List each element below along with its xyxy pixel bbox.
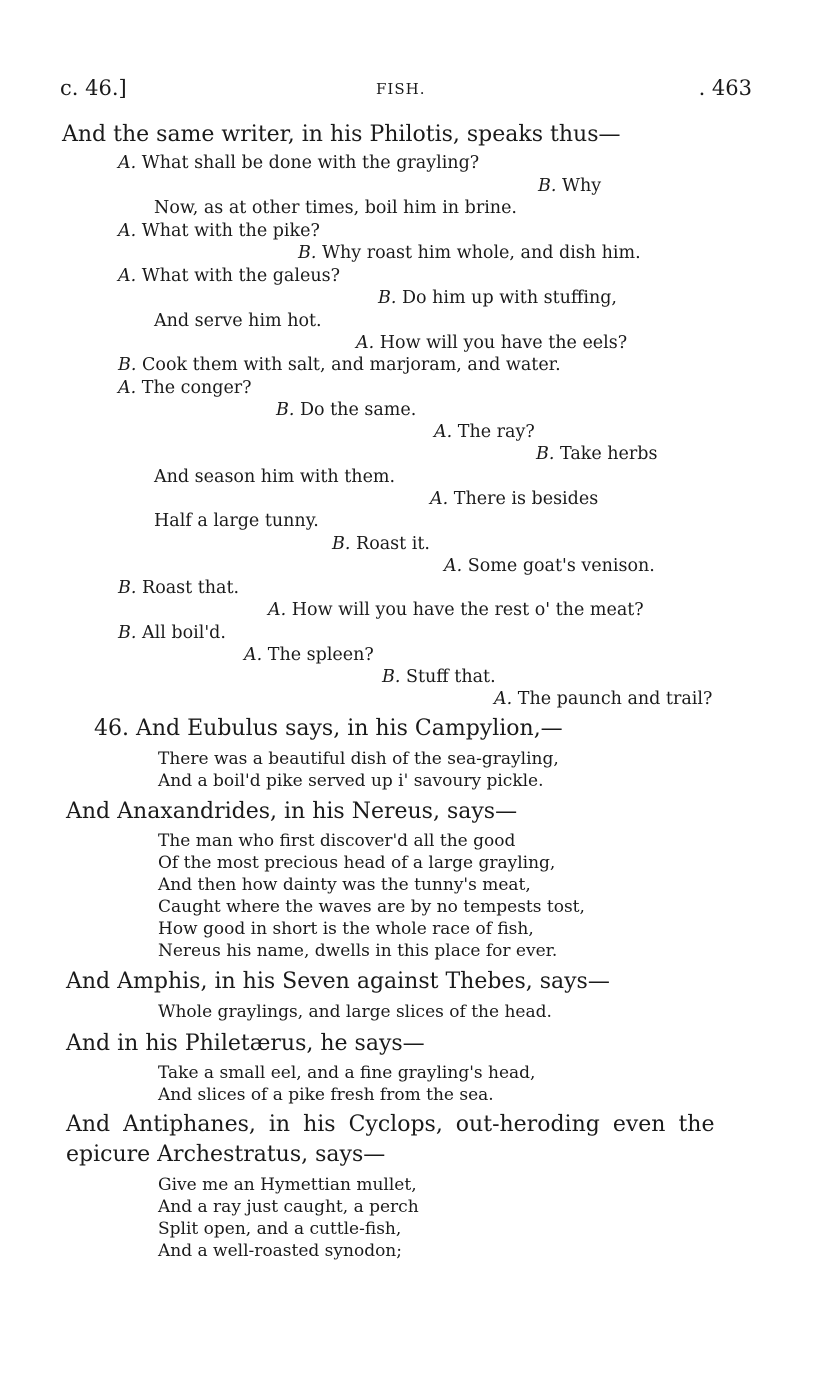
verse-line: B. Do him up with stuffing,	[378, 288, 617, 308]
speaker-label: B.	[298, 243, 317, 263]
speaker-label: A.	[118, 378, 137, 398]
speaker-label: B.	[536, 444, 555, 464]
page-number: . 463	[698, 76, 752, 100]
verse-line: A. How will you have the eels?	[356, 333, 628, 353]
speaker-label: A.	[118, 221, 137, 241]
verse-line: And season him with them.	[154, 467, 396, 487]
verse-line: A. The conger?	[118, 378, 252, 398]
quote-line: Give me an Hymettian mullet,	[158, 1175, 417, 1195]
speaker-label: B.	[538, 176, 557, 196]
verse-line: B. Stuff that.	[382, 667, 496, 687]
quote-line: Caught where the waves are by no tempests tost,	[158, 897, 585, 917]
verse-line: And serve him hot.	[154, 311, 322, 331]
verse-line: Now, as at other times, boil him in brine.	[154, 198, 517, 218]
speaker-label: A.	[494, 689, 513, 709]
text-line: And Amphis, in his Seven against Thebes, says—	[66, 969, 610, 994]
quote-line: And then how dainty was the tunny's meat,	[158, 875, 531, 895]
speaker-label: A.	[430, 489, 449, 509]
verse-line: A. What shall be done with the grayling?	[118, 153, 480, 173]
verse-line: A. How will you have the rest o' the meat?	[268, 600, 644, 620]
quote-line: There was a beautiful dish of the sea-grayling,	[158, 749, 559, 769]
speaker-label: B.	[332, 534, 351, 554]
verse-line: A. The paunch and trail?	[494, 689, 713, 709]
quote-line: And a boil'd pike served up i' savoury pickle.	[158, 771, 544, 791]
verse-line: B. Do the same.	[276, 400, 417, 420]
text-line: And Antiphanes, in his Cyclops, out-heroding even the	[66, 1112, 715, 1137]
speaker-label: A.	[244, 645, 263, 665]
verse-line: A. The spleen?	[244, 645, 374, 665]
verse-line: Half a large tunny.	[154, 511, 319, 531]
quote-line: Whole graylings, and large slices of the head.	[158, 1002, 552, 1022]
speaker-label: A.	[356, 333, 375, 353]
speaker-label: B.	[118, 355, 137, 375]
verse-line: A. What with the galeus?	[118, 266, 340, 286]
chapter-marker: c. 46.]	[60, 76, 127, 100]
running-header	[60, 76, 752, 104]
speaker-label: A.	[268, 600, 287, 620]
running-title: FISH.	[376, 80, 426, 98]
speaker-label: B.	[378, 288, 397, 308]
section-heading: 46. And Eubulus says, in his Campylion,—	[94, 716, 563, 741]
speaker-label: A.	[118, 266, 137, 286]
speaker-label: B.	[118, 578, 137, 598]
speaker-label: B.	[118, 623, 137, 643]
verse-line: B. Why	[538, 176, 602, 196]
verse-line: B. Cook them with salt, and marjoram, and water.	[118, 355, 561, 375]
quote-line: Of the most precious head of a large grayling,	[158, 853, 556, 873]
verse-line: A. Some goat's venison.	[444, 556, 655, 576]
text-line: And the same writer, in his Philotis, speaks thus—	[62, 122, 621, 147]
quote-line: And a well-roasted synodon;	[158, 1241, 402, 1261]
speaker-label: A.	[118, 153, 137, 173]
quote-line: And a ray just caught, a perch	[158, 1197, 419, 1217]
speaker-label: B.	[382, 667, 401, 687]
quote-line: Nereus his name, dwells in this place for ever.	[158, 941, 558, 961]
speaker-label: B.	[276, 400, 295, 420]
verse-line: A. There is besides	[430, 489, 599, 509]
text-line: And in his Philetærus, he says—	[66, 1031, 425, 1056]
verse-line: A. What with the pike?	[118, 221, 320, 241]
verse-line: A. The ray?	[434, 422, 535, 442]
text-line: epicure Archestratus, says—	[66, 1142, 386, 1167]
verse-line: B. Why roast him whole, and dish him.	[298, 243, 641, 263]
quote-line: Split open, and a cuttle-fish,	[158, 1219, 402, 1239]
text-line: And Anaxandrides, in his Nereus, says—	[66, 799, 518, 824]
verse-line: B. Roast that.	[118, 578, 240, 598]
speaker-label: A.	[444, 556, 463, 576]
quote-line: How good in short is the whole race of fish,	[158, 919, 534, 939]
quote-line: Take a small eel, and a fine grayling's head,	[158, 1063, 536, 1083]
quote-line: The man who first discover'd all the good	[158, 831, 516, 851]
quote-line: And slices of a pike fresh from the sea.	[158, 1085, 494, 1105]
verse-line: B. All boil'd.	[118, 623, 226, 643]
verse-line: B. Take herbs	[536, 444, 658, 464]
verse-line: B. Roast it.	[332, 534, 430, 554]
speaker-label: A.	[434, 422, 453, 442]
